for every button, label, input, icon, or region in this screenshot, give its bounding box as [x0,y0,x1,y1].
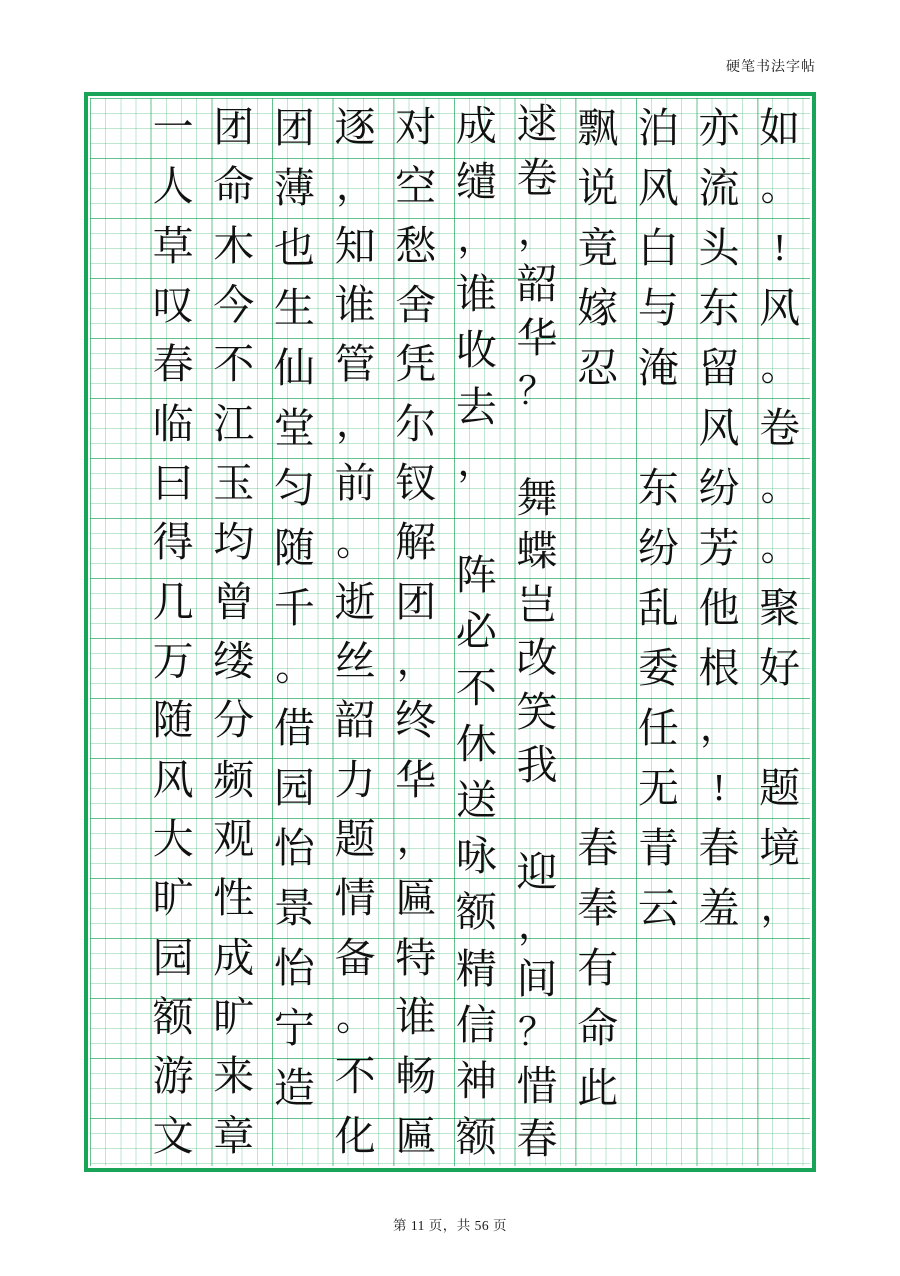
grid-cell: ， [396,640,435,683]
grid-cell: ， [457,217,496,260]
grid-cell: 团 [273,104,315,151]
grid-cell: 嫁 [577,284,619,331]
grid-cell: 东 [698,284,740,331]
grid-cell [567,758,628,818]
grid-cell: 情 [334,875,376,922]
grid-cell: 风 [759,284,801,331]
grid-cell: 丝 [334,638,376,685]
grid-cell: 卷 [516,154,558,201]
grid-cell: 随 [152,697,194,744]
grid-cell: 今 [213,282,255,329]
grid-cell: 一 [152,104,194,151]
grid-column [749,98,810,1166]
grid-cell: 华 [395,756,437,803]
grid-cell: 东 [637,464,679,511]
grid-cell: 命 [577,1004,619,1051]
grid-cell: 得 [152,519,194,566]
grid-cell: 借 [273,704,315,751]
grid-cell [567,518,628,578]
grid-cell: 章 [213,1112,255,1159]
grid-cell: 韶 [516,261,558,308]
grid-cell: 送 [455,777,497,824]
grid-cell: 岂 [516,581,558,628]
grid-cell: 成 [455,102,497,149]
grid-cell: 奉 [577,884,619,931]
grid-cell: 旷 [152,875,194,922]
grid-cell: 缱 [455,158,497,205]
grid-cell: 春 [698,824,740,871]
grid-cell: 笑 [516,688,558,735]
grid-cell: ， [396,818,435,861]
grid-cell: 空 [395,163,437,210]
grid-cell: 舞 [516,475,558,522]
grid-column [325,98,386,1166]
grid-cell: 怡 [273,824,315,871]
grid-cell: 飘 [577,104,619,151]
grid-cell: 羞 [698,884,740,931]
grid-column [264,98,325,1166]
grid-cell: 叹 [152,282,194,329]
grid-cell: 。 [275,647,314,689]
grid-cell: 任 [637,704,679,751]
grid-cell: 木 [213,222,255,269]
grid-cell: 此 [577,1064,619,1111]
grid-cell: 几 [152,578,194,625]
grid-cell: 如 [759,104,801,151]
grid-cell: 。 [336,521,375,564]
grid-cell: 青 [637,824,679,871]
grid-cell: ？ [518,370,557,413]
grid-cell: 玉 [213,460,255,507]
grid-cell: 畅 [395,1053,437,1100]
grid-cell: 谁 [395,994,437,1041]
grid-cell: 流 [698,164,740,211]
grid-cell: 不 [334,1053,376,1100]
grid-cell: 谁 [455,271,497,318]
grid-cell: 堂 [273,404,315,451]
grid-cell: 解 [395,519,437,566]
grid-cell: 好 [759,644,801,691]
grid-cell: 淹 [637,344,679,391]
grid-cell: 题 [759,764,801,811]
grid-cell: 风 [637,164,679,211]
grid-cell: 大 [152,816,194,863]
grid-cell [446,491,507,547]
grid-column [385,98,446,1166]
grid-cell [507,418,568,471]
grid-cell: 他 [698,584,740,631]
grid-cell: 江 [213,400,255,447]
grid-cell: 。 [760,167,799,209]
grid-cell: 造 [273,1064,315,1111]
grid-cell: 春 [516,1115,558,1162]
grid-cell: 华 [516,314,558,361]
grid-cell: 额 [455,1114,497,1161]
grid-cell: 对 [395,104,437,151]
grid-cell: 收 [455,327,497,374]
grid-cell: 间 [516,955,558,1002]
grid-cell: ， [518,210,557,253]
grid-column [689,98,750,1166]
page-footer: 第 11 页，共 56 页 [393,1218,507,1233]
grid-cell: 人 [152,163,194,210]
grid-cell: 根 [698,644,740,691]
grid-cell: 曰 [152,460,194,507]
grid-cell [567,398,628,458]
grid-cell [567,578,628,638]
grid-cell: 留 [698,344,740,391]
grid-cell: 景 [273,884,315,931]
grid-cell: 风 [698,404,740,451]
grid-cell: 我 [516,742,558,789]
grid-cell: 头 [698,224,740,271]
grid-cell: ! [773,227,786,269]
grid-cell: 不 [455,664,497,711]
grid-cell: 纷 [698,464,740,511]
grid-cell: 韶 [334,697,376,744]
grid-cell: 逐 [334,104,376,151]
grid-cell: 频 [213,756,255,803]
grid-cell: 境 [759,824,801,871]
grid-column [203,98,264,1166]
grid-cell: 园 [152,934,194,981]
grid-cell: 钗 [395,460,437,507]
grid-cell: 忍 [577,344,619,391]
grid-cell: 必 [455,608,497,655]
grid-cell: 特 [395,934,437,981]
grid-cell: 不 [213,341,255,388]
grid-column [507,98,568,1166]
grid-cell: ! [712,767,726,809]
grid-cell: 分 [213,697,255,744]
grid-column [567,98,628,1166]
grid-cell: 匀 [273,464,315,511]
grid-cell: 神 [455,1058,497,1105]
grid-cell: ， [760,887,799,929]
grid-cell: 尔 [395,400,437,447]
grid-cell: 薄 [273,164,315,211]
grid-column [628,98,689,1166]
grid-cell: 竟 [577,224,619,271]
grid-cell [567,638,628,698]
grid-cell: 亦 [698,104,740,151]
grid-cell: 迎 [516,848,558,895]
grid-cell: 春 [577,824,619,871]
grid-cell: 文 [152,1112,194,1159]
grid-cell [567,458,628,518]
grid-cell: 缕 [213,638,255,685]
grid-cell: ， [336,165,375,208]
grid-cell: 。 [760,527,799,569]
grid-cell: 终 [395,697,437,744]
grid-cell: 园 [273,764,315,811]
grid-cell: 生 [273,284,315,331]
grid-cell: ， [336,403,375,446]
grid-cell: ， [518,904,557,947]
grid-cell: 性 [213,875,255,922]
grid-cell: 改 [516,635,558,682]
grid-cell: 。 [760,347,799,389]
grid-cell: 惜 [516,1062,558,1109]
grid-column [446,98,507,1166]
grid-cell [628,398,689,458]
grid-cell: 逝 [334,578,376,625]
grid-cell: 卷 [759,404,801,451]
grid-cell: 旷 [213,994,255,1041]
grid-cell: ？ [518,1011,557,1054]
grid-cell: 阵 [455,552,497,599]
grid-cell: ， [700,707,739,749]
grid-cell: 。 [760,467,799,509]
grid-cell: 备 [334,934,376,981]
grid-column [143,98,204,1166]
grid-cell: 观 [213,816,255,863]
grid-cell: 信 [455,1001,497,1048]
grid-cell: 休 [455,720,497,767]
grid-cell: 万 [152,638,194,685]
grid-cell: 力 [334,756,376,803]
grid-cell: 谁 [334,282,376,329]
grid-cell: 匾 [395,875,437,922]
grid-cell: 游 [152,1053,194,1100]
grid-cell: 凭 [395,341,437,388]
grid-cell: 仙 [273,344,315,391]
grid-cell: 愁 [395,222,437,269]
grid-cell: 随 [273,524,315,571]
grid-cells-container [90,98,810,1166]
grid-cell: 额 [152,994,194,1041]
grid-cell: 。 [336,996,375,1039]
grid-cell: 舍 [395,282,437,329]
grid-cell: 额 [455,889,497,936]
grid-cell: 白 [637,224,679,271]
grid-cell: 无 [637,764,679,811]
grid-cell: 怡 [273,944,315,991]
grid-cell: 也 [273,224,315,271]
grid-cell: 管 [334,341,376,388]
grid-cell: 千 [273,584,315,631]
grid-cell: 曾 [213,578,255,625]
grid-cell [749,698,810,758]
grid-cell: 委 [637,644,679,691]
grid-cell: 有 [577,944,619,991]
calligraphy-grid-frame [84,92,816,1172]
grid-cell: 与 [637,284,679,331]
grid-cell: 题 [334,816,376,863]
grid-cell: 去 [455,383,497,430]
grid-cell [567,698,628,758]
grid-cell: 精 [455,945,497,992]
grid-cell: 临 [152,400,194,447]
grid-cell: 云 [637,884,679,931]
grid-cell: 风 [152,756,194,803]
page-header-title: 硬笔书法字帖 [726,60,816,75]
grid-cell: 聚 [759,584,801,631]
grid-cell: 团 [213,104,255,151]
grid-cell: 乱 [637,584,679,631]
grid-cell: 均 [213,519,255,566]
grid-cell: 说 [577,164,619,211]
grid-cell: 纷 [637,524,679,571]
grid-cell [507,792,568,845]
grid-cell: 来 [213,1053,255,1100]
grid-cell: 团 [395,578,437,625]
grid-cell: 逑 [516,101,558,148]
grid-cell: 咏 [455,833,497,880]
grid-cell: 草 [152,222,194,269]
grid-cell: 命 [213,163,255,210]
grid-cell: 蝶 [516,528,558,575]
grid-cell: 匾 [395,1112,437,1159]
grid-cell: 芳 [698,524,740,571]
grid-cell: 宁 [273,1004,315,1051]
grid-cell: 成 [213,934,255,981]
grid-cell: 泊 [637,104,679,151]
grid-cell: 前 [334,460,376,507]
grid-cell: 春 [152,341,194,388]
grid-cell: 化 [334,1112,376,1159]
grid-cell: ， [457,442,496,485]
grid-cell: 知 [334,222,376,269]
